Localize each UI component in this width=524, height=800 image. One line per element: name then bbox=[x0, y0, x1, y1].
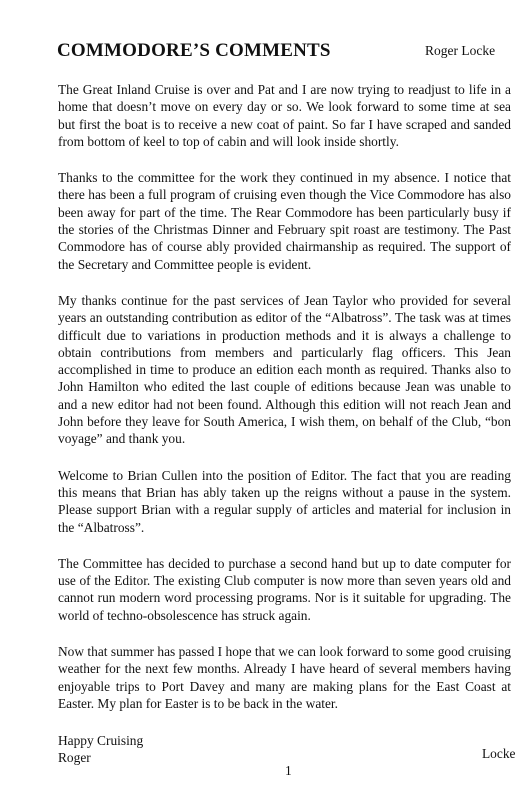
article-body bbox=[58, 81, 511, 731]
sign-off bbox=[58, 732, 143, 766]
paragraph-new-editor: Welcome to Brian Cullen into the position of Editor. The fact that you are reading this means that Brian has ably taken up the reigns without a pause in the system. Please support Brian with a regular supply of articles and material for inclusion in the “Albatross”. bbox=[58, 467, 511, 535]
page-number: 1 bbox=[285, 763, 292, 778]
paragraph-cruise-return: The Great Inland Cruise is over and Pat and I are now trying to readjust to life in a home that doesn’t move on every day or so. We look forward to some time at sea but first the boat is to receive a new coat of paint. So far I have scraped and sanded from bottom of keel to top of cabin and will look inside shortly. bbox=[58, 82, 511, 149]
sign-off-first-name: Roger bbox=[58, 750, 91, 765]
paragraph-summer: Now that summer has passed I hope that we can look forward to some good cruising weather for the next few months. Already I have heard of several members having enjoyable trips to Port Davey and many are making plans for the East Coast at Easter. My plan for Easter is to be back in the water. bbox=[58, 644, 511, 711]
paragraph-computer: The Committee has decided to purchase a second hand but up to date computer for use of the Editor. The existing Club computer is now more than seven years old and cannot run modern word processing programs. Nor is it suitable for upgrading. The world of techno-obsolescence has struck again. bbox=[58, 555, 511, 623]
paragraph-committee-thanks: Thanks to the committee for the work they continued in my absence. I notice that there has been a full program of cruising even though the Vice Commodore has also been away for part of the time. The Rear Commodore has been particularly busy if the stories of the Christmas Dinner and February spit roast are testimony. The Past Commodore has of course ably provided chairmanship as required. The support of the Secretary and Committee people is evident. bbox=[58, 170, 511, 272]
paragraph-editor-thanks: My thanks continue for the past services of Jean Taylor who provided for several years an outstanding contribution as editor of the “Albatross”. The task was at times difficult due to variations in production methods and it is always a challenge to obtain contributions from members and particularly flag officers. This Jean accomplished in time to produce an edition each month as required. Thanks also to John Hamilton who edited the last couple of editions because Jean was unable to and a new editor had not been found. Although this edition will not reach Jean and John before they leave for South America, I wish them, on behalf of the Club, “bon voyage” and thank you. bbox=[58, 292, 511, 447]
article-author: Roger Locke bbox=[425, 43, 496, 58]
sign-off-surname: Locke bbox=[482, 746, 516, 761]
article-title: COMMODORE’S COMMENTS bbox=[57, 40, 331, 61]
sign-off-salutation: Happy Cruising bbox=[58, 733, 144, 748]
